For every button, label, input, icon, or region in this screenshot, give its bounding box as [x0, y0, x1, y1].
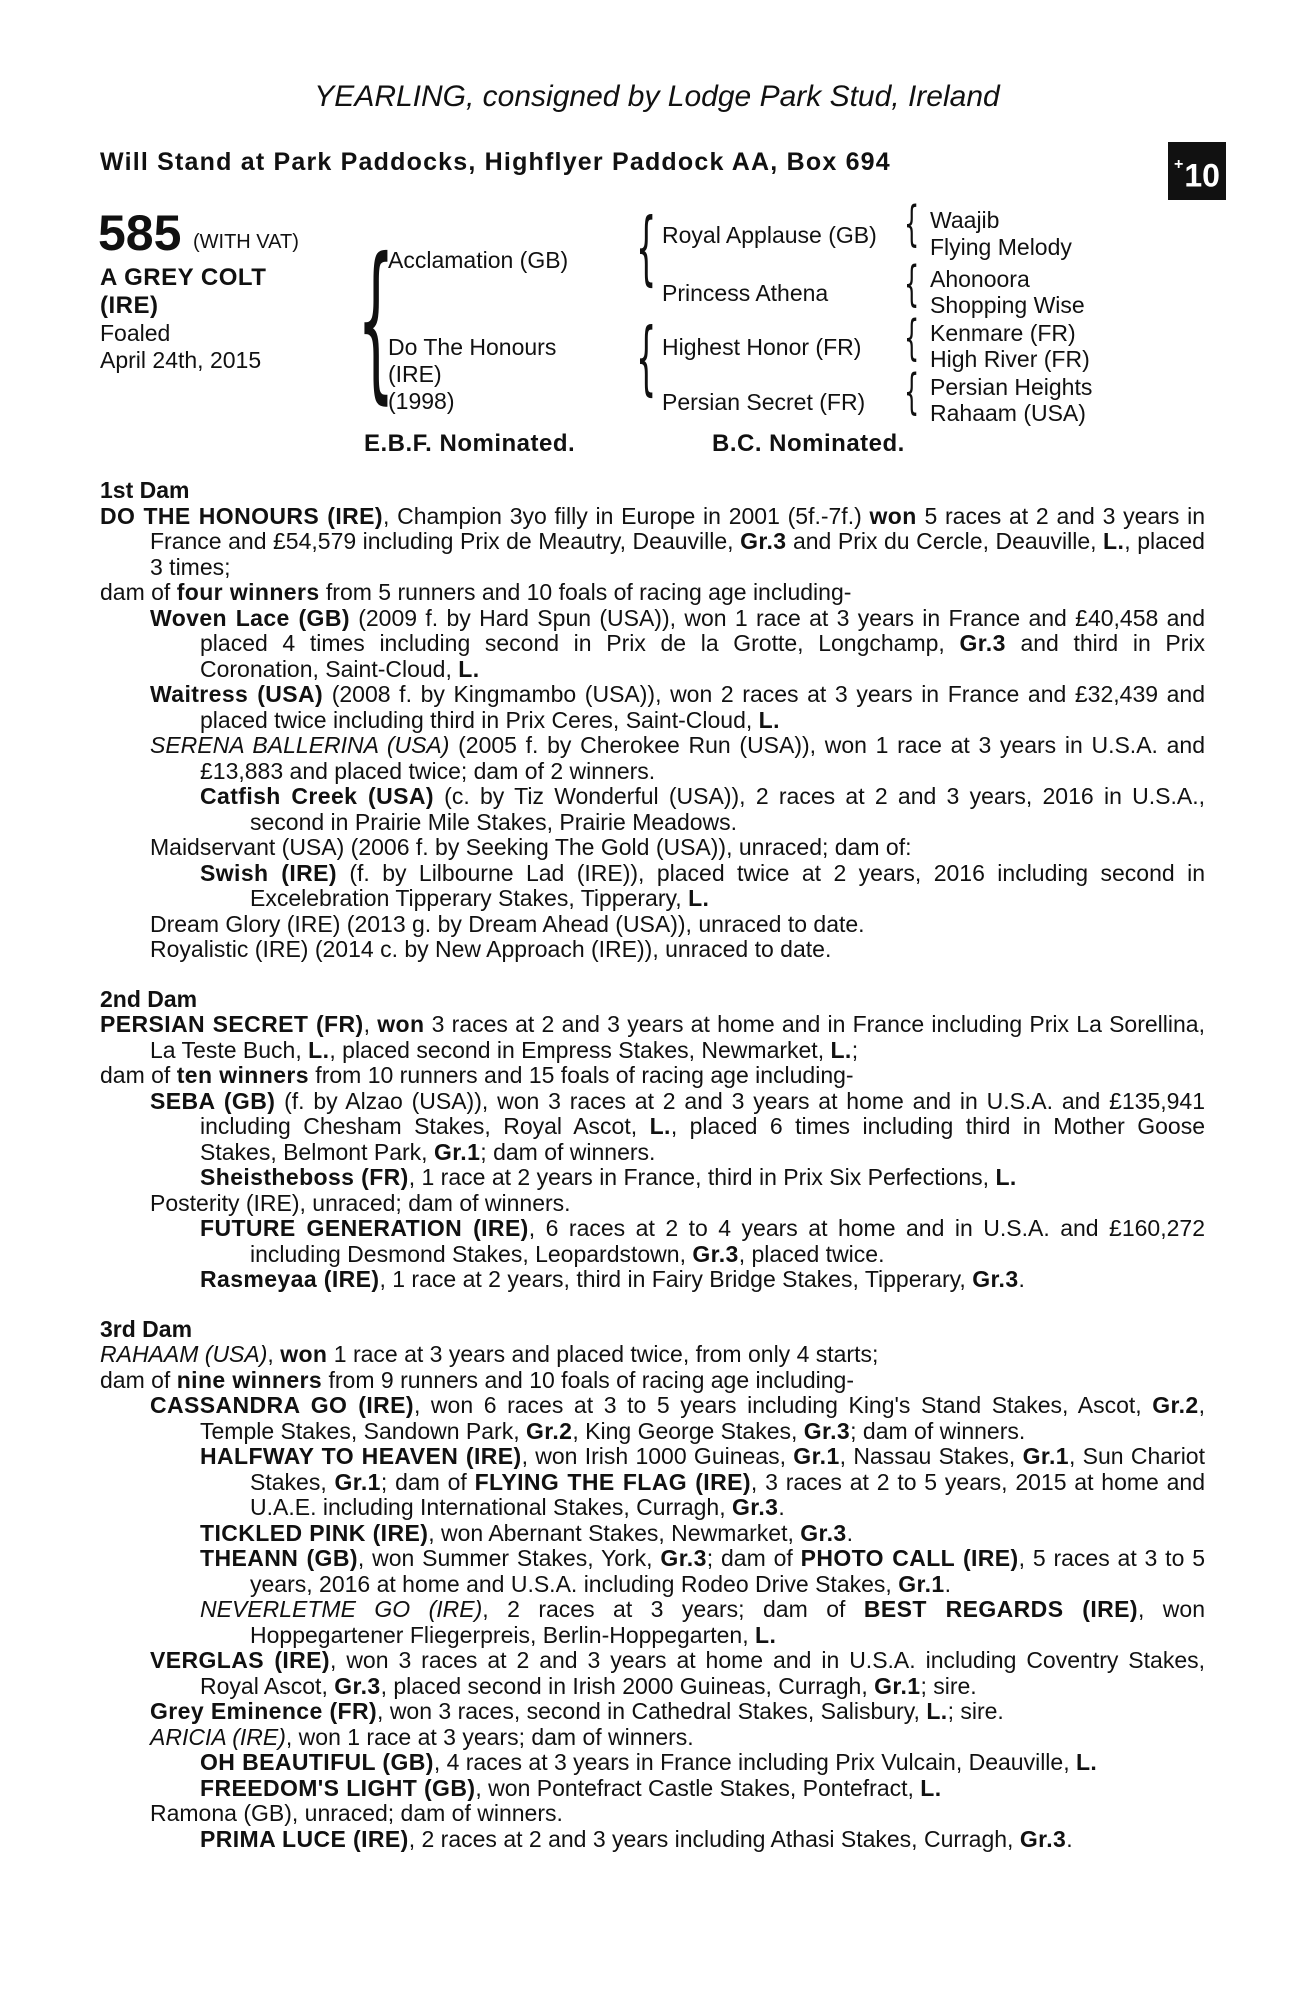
listed: L.	[830, 1036, 852, 1063]
text: , Nassau Stakes,	[839, 1443, 1023, 1469]
grand-offspring-entry	[200, 1267, 1205, 1293]
pedigree-g6: High River (FR)	[930, 346, 1090, 372]
text: ;	[851, 1036, 859, 1063]
pedigree-brace-2: {	[636, 201, 657, 294]
lot-description-line1: A GREY COLT	[100, 264, 267, 291]
horse-name: Waitress (USA)	[150, 681, 324, 707]
grand-offspring-entry	[200, 1750, 1205, 1776]
text: ; sire.	[947, 1698, 1004, 1724]
text: dam of	[100, 1062, 177, 1088]
offspring-entry: Royalistic (IRE) (2014 c. by New Approach (IRE)), unraced to date.	[150, 936, 832, 962]
text: from 10 runners and 15 foals of racing age including-	[308, 1062, 854, 1088]
horse-name: NEVERLETME GO (IRE)	[200, 1596, 483, 1622]
text: , 2 races at 2 and 3 years including Athasi Stakes, Curragh,	[408, 1825, 1020, 1852]
text: , won Abernant Stakes, Newmarket,	[428, 1519, 801, 1546]
text: , 4 races at 3 years in France including Prix Vulcain, Deauville,	[433, 1749, 1076, 1775]
grade: Gr.2	[526, 1417, 573, 1444]
grade: Gr.2	[1152, 1392, 1199, 1418]
horse-name: Swish (IRE)	[200, 859, 337, 886]
third-dam-produce	[100, 1368, 1205, 1394]
horse-name: Catfish Creek (USA)	[200, 783, 434, 809]
text: from 9 runners and 10 foals of racing age including-	[322, 1366, 854, 1393]
pedigree-g3: Ahonoora	[930, 266, 1030, 292]
grand-offspring-entry	[200, 1165, 1205, 1191]
horse-name: ARICIA (IRE)	[150, 1723, 286, 1750]
lot-description	[100, 264, 266, 320]
text: 1 race at 3 years and placed twice, from only 4 starts;	[327, 1341, 879, 1367]
listed: L.	[308, 1036, 330, 1063]
text: 3 races at 2 and 3 years at home and in France including Prix La Sorellina, La Teste Buch,	[150, 1011, 1205, 1063]
pedigree-g2: Flying Melody	[930, 234, 1072, 260]
offspring-entry	[150, 733, 1205, 784]
second-dam-entry	[100, 1012, 1205, 1063]
pedigree-dam-sire: Highest Honor (FR)	[662, 334, 862, 360]
listed: L.	[458, 655, 480, 682]
text: , Temple Stakes, Sandown Park,	[200, 1392, 1205, 1444]
text: , won 6 races at 3 to 5 years including King's Stand Stakes, Ascot,	[413, 1392, 1153, 1418]
grade: Gr.1	[898, 1570, 945, 1597]
text: , 3 races at 2 to 5 years, 2015 at home and U.A.E. including International Stakes, Curragh,	[250, 1468, 1206, 1520]
second-dam-heading: 2nd Dam	[100, 985, 198, 1012]
badge-plus: +	[1174, 156, 1184, 173]
pedigree-dam	[388, 334, 556, 415]
book-badge	[1168, 142, 1226, 200]
grand-offspring-entry	[200, 1444, 1205, 1521]
grade: Gr.3	[959, 630, 1006, 656]
listed: L.	[920, 1774, 942, 1801]
listed: L.	[1103, 528, 1125, 554]
grade: Gr.3	[972, 1266, 1019, 1292]
winners-count: ten winners	[176, 1062, 309, 1088]
offspring-entry	[150, 606, 1205, 683]
text: , won 3 races at 2 and 3 years at home and in U.S.A. including Coventry Stakes, Royal Ascot,	[200, 1647, 1205, 1699]
grade: Gr.3	[731, 1494, 779, 1520]
horse-name: Rasmeyaa (IRE)	[200, 1266, 380, 1292]
text: , 5 races at 3 to 5 years, 2016 at home and U.S.A. including Rodeo Drive Stakes,	[250, 1545, 1205, 1597]
bc-nominated: B.C. Nominated.	[712, 430, 905, 457]
text: , won Hoppegartener Fliegerpreis, Berlin-Hoppegarten,	[250, 1596, 1205, 1648]
grade: Gr.1	[334, 1468, 381, 1495]
offspring-entry	[150, 1393, 1205, 1444]
grand-offspring-entry	[200, 861, 1205, 912]
text: and Prix du Cercle, Deauville,	[786, 528, 1104, 554]
grade: Gr.3	[692, 1240, 739, 1267]
first-dam-produce	[100, 580, 1205, 606]
first-dam-heading: 1st Dam	[100, 477, 190, 503]
text: ; dam of winners.	[480, 1138, 656, 1165]
text: .	[944, 1570, 951, 1597]
grade: Gr.3	[1019, 1825, 1067, 1852]
lot-number: 585	[98, 205, 182, 261]
grand-offspring-entry	[200, 1827, 1205, 1853]
ebf-nominated: E.B.F. Nominated.	[364, 430, 576, 457]
text: ,	[267, 1341, 281, 1367]
horse-name: PHOTO CALL (IRE)	[800, 1545, 1019, 1571]
offspring-entry	[150, 1648, 1205, 1699]
grade: Gr.1	[433, 1138, 481, 1165]
winners-count: nine winners	[176, 1366, 323, 1393]
pedigree-brace-g1: {	[904, 196, 920, 252]
text: dam of	[100, 579, 177, 605]
horse-name: THEANN (GB)	[200, 1545, 358, 1571]
grade: Gr.1	[793, 1443, 840, 1469]
badge-number: 10	[1184, 157, 1220, 194]
text: , won Pontefract Castle Stakes, Pontefract,	[475, 1774, 921, 1801]
offspring-entry: Dream Glory (IRE) (2013 g. by Dream Ahead (USA)), unraced to date.	[150, 910, 865, 937]
text: , placed second in Irish 2000 Guineas, Curragh,	[380, 1672, 875, 1699]
third-dam-heading: 3rd Dam	[100, 1315, 193, 1342]
grand-offspring-entry	[200, 1546, 1205, 1597]
grade: Gr.3	[740, 528, 787, 554]
grade: Gr.1	[874, 1672, 921, 1699]
horse-name: Sheistheboss (FR)	[200, 1164, 409, 1190]
stand-location: Will Stand at Park Paddocks, Highflyer Paddock AA, Box 694	[100, 148, 891, 176]
text: .	[846, 1519, 854, 1546]
pedigree-brace-g4: {	[904, 364, 920, 420]
horse-name: OH BEAUTIFUL (GB)	[200, 1749, 434, 1775]
pedigree-sire-dam: Princess Athena	[662, 280, 829, 306]
text: , King George Stakes,	[572, 1417, 804, 1444]
text: , Sun Chariot Stakes,	[250, 1443, 1205, 1495]
horse-name: TICKLED PINK (IRE)	[200, 1519, 429, 1546]
second-dam-produce	[100, 1063, 1205, 1089]
pedigree-brace-1: {	[357, 222, 395, 420]
text: .	[1018, 1266, 1025, 1292]
horse-name: SEBA (GB)	[150, 1087, 276, 1114]
pedigree-brace-g2: {	[904, 256, 920, 312]
winners-count: four winners	[176, 579, 320, 605]
pedigree-brace-g3: {	[904, 310, 920, 366]
offspring-entry	[150, 1725, 1205, 1751]
pedigree-dam-line2: (IRE)	[388, 361, 442, 387]
text: .	[778, 1494, 785, 1520]
dam-name: RAHAAM (USA)	[100, 1341, 268, 1367]
vat-label: (WITH VAT)	[193, 231, 299, 253]
grand-offspring-entry	[200, 1597, 1205, 1648]
grade: Gr.3	[660, 1545, 707, 1571]
third-dam-entry	[100, 1342, 1205, 1368]
grade: Gr.3	[800, 1519, 847, 1546]
text: (f. by Lilbourne Lad (IRE)), placed twice at 2 years, 2016 including second in Excelebration Tipperary Stakes, Tipperary,	[250, 859, 1205, 911]
text: , won Summer Stakes, York,	[357, 1545, 661, 1571]
listed: L.	[926, 1698, 948, 1724]
won-label: won	[869, 502, 917, 529]
listed: L.	[755, 1621, 777, 1648]
text: ; dam of winners.	[850, 1417, 1026, 1444]
text: , Champion 3yo filly in Europe in 2001 (5f.-7f.)	[382, 502, 870, 529]
offspring-entry: Maidservant (USA) (2006 f. by Seeking The Gold (USA)), unraced; dam of:	[150, 834, 912, 860]
text: ; dam of	[380, 1468, 475, 1495]
sale-header: YEARLING, consigned by Lodge Park Stud, Ireland	[314, 80, 1000, 113]
horse-name: Woven Lace (GB)	[150, 604, 350, 631]
grade: Gr.1	[1022, 1443, 1069, 1469]
pedigree-dam-dam: Persian Secret (FR)	[662, 389, 866, 415]
pedigree-brace-3: {	[636, 311, 657, 404]
dam-name: DO THE HONOURS (IRE)	[100, 502, 383, 529]
offspring-entry	[150, 1089, 1205, 1166]
text: , placed 6 times including third in Mother Goose Stakes, Belmont Park,	[200, 1113, 1205, 1165]
listed: L.	[995, 1164, 1017, 1190]
text: , 1 race at 2 years in France, third in Prix Six Perfections,	[408, 1164, 996, 1190]
foaled-label: Foaled	[100, 320, 171, 346]
listed: L.	[649, 1113, 671, 1139]
won-label: won	[377, 1011, 425, 1037]
catalogue-body	[100, 478, 1205, 1852]
text: .	[1066, 1825, 1073, 1852]
pedigree-sire: Acclamation (GB)	[388, 247, 569, 273]
horse-name: CASSANDRA GO (IRE)	[150, 1392, 414, 1418]
grade: Gr.3	[803, 1417, 851, 1444]
text: (2005 f. by Cherokee Run (USA)), won 1 race at 3 years in U.S.A. and £13,883 and placed twice; dam of 2 winners.	[200, 732, 1205, 784]
offspring-entry: Ramona (GB), unraced; dam of winners.	[150, 1800, 563, 1826]
grand-offspring-entry	[200, 1776, 1205, 1802]
lot-description-line2: (IRE)	[100, 292, 159, 319]
horse-name: SERENA BALLERINA (USA)	[150, 732, 450, 758]
text: , 1 race at 2 years, third in Fairy Bridge Stakes, Tipperary,	[379, 1266, 973, 1292]
text: , 6 races at 2 to 4 years at home and in U.S.A. and £160,272 including Desmond Stakes, Leopardstown,	[250, 1215, 1205, 1267]
foaled-info	[100, 320, 261, 374]
offspring-entry: Posterity (IRE), unraced; dam of winners.	[150, 1189, 571, 1216]
dam-name: PERSIAN SECRET (FR)	[100, 1011, 364, 1037]
horse-name: HALFWAY TO HEAVEN (IRE)	[200, 1443, 522, 1469]
offspring-entry	[150, 682, 1205, 733]
horse-name: FLYING THE FLAG (IRE)	[474, 1468, 751, 1495]
offspring-entry	[150, 1699, 1205, 1725]
horse-name: Grey Eminence (FR)	[150, 1698, 378, 1724]
text: , placed twice.	[738, 1240, 885, 1267]
grand-offspring-entry	[200, 1521, 1205, 1547]
horse-name: FREEDOM'S LIGHT (GB)	[200, 1774, 476, 1801]
text: , won 1 race at 3 years; dam of winners.	[285, 1723, 694, 1750]
pedigree-dam-line1: Do The Honours	[388, 334, 557, 360]
listed: L.	[688, 885, 710, 911]
text: , won Irish 1000 Guineas,	[521, 1443, 794, 1469]
horse-name: FUTURE GENERATION (IRE)	[200, 1215, 529, 1241]
pedigree-sire-sire: Royal Applause (GB)	[662, 222, 877, 248]
pedigree-g8: Rahaam (USA)	[930, 400, 1086, 426]
text: ,	[363, 1011, 378, 1037]
text: from 5 runners and 10 foals of racing age including-	[319, 579, 852, 605]
text: , placed second in Empress Stakes, Newmarket,	[329, 1036, 831, 1063]
pedigree-g4: Shopping Wise	[930, 292, 1085, 318]
text: ; sire.	[920, 1672, 977, 1699]
text: (c. by Tiz Wonderful (USA)), 2 races at 2 and 3 years, 2016 in U.S.A., second in Prairie Mile Stakes, Prairie Meadows.	[250, 783, 1205, 835]
text: (2009 f. by Hard Spun (USA)), won 1 race at 3 years in France and £40,458 and placed 4 times including second in Prix de la Grotte, Longchamp,	[200, 604, 1205, 656]
text: , won 3 races, second in Cathedral Stakes, Salisbury,	[377, 1698, 927, 1724]
text: and third in Prix Coronation, Saint-Cloud,	[200, 630, 1205, 682]
text: 5 races at 2 and 3 years in France and £54,579 including Prix de Meautry, Deauville,	[150, 502, 1206, 554]
horse-name: BEST REGARDS (IRE)	[863, 1596, 1138, 1622]
pedigree-g5: Kenmare (FR)	[930, 320, 1076, 346]
grade: Gr.3	[334, 1672, 381, 1699]
first-dam-entry	[100, 504, 1205, 581]
pedigree-g7: Persian Heights	[930, 374, 1093, 400]
listed: L.	[1075, 1749, 1098, 1775]
grand-offspring-entry	[200, 1216, 1205, 1267]
horse-name: VERGLAS (IRE)	[150, 1647, 330, 1673]
text: (f. by Alzao (USA)), won 3 races at 2 and 3 years at home and in U.S.A. and £135,941 including Chesham Stakes, Royal Ascot,	[200, 1087, 1205, 1139]
text: dam of	[100, 1366, 177, 1393]
text: (2008 f. by Kingmambo (USA)), won 2 races at 3 years in France and £32,439 and placed twice including third in Prix Ceres, Saint-Cloud,	[200, 681, 1206, 733]
foaled-date: April 24th, 2015	[100, 347, 262, 373]
pedigree-g1: Waajib	[930, 207, 1000, 233]
pedigree-dam-line3: (1998)	[388, 388, 455, 414]
horse-name: PRIMA LUCE (IRE)	[200, 1825, 409, 1852]
listed: L.	[758, 706, 780, 733]
text: , placed 3 times;	[150, 528, 1205, 580]
won-label: won	[280, 1341, 328, 1367]
text: , 2 races at 3 years; dam of	[482, 1596, 864, 1622]
grand-offspring-entry	[200, 784, 1205, 835]
text: ; dam of	[706, 1545, 801, 1571]
